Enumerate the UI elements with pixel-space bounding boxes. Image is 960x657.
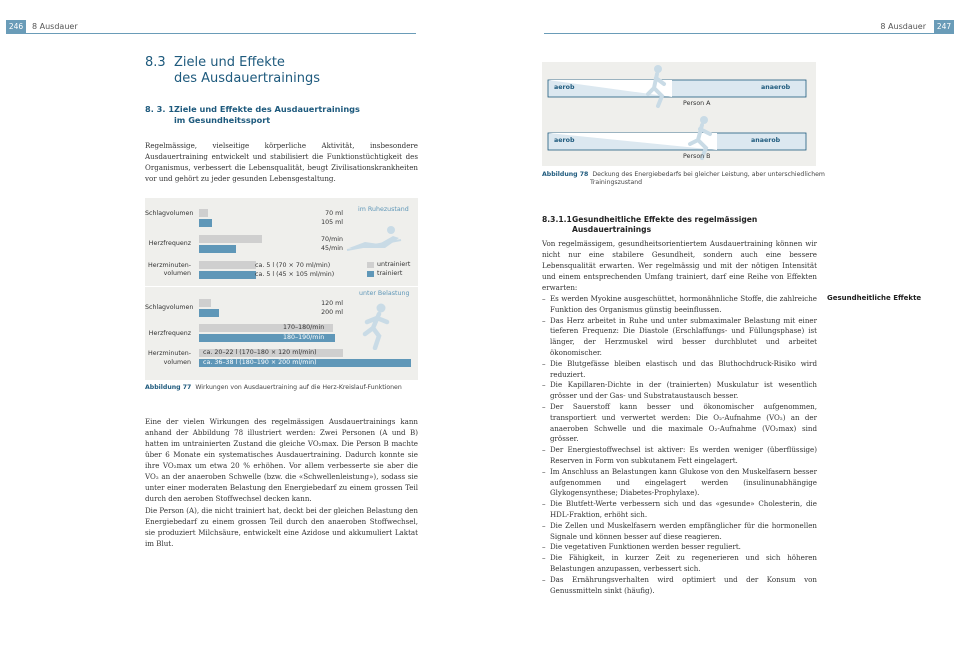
figure-78-caption: Abbildung 78 Deckung des Energiebedarfs bei gleicher Leistung, aber unterschiedlichem Trainingszustand [542, 171, 825, 186]
figure-78 [542, 62, 816, 166]
row-label: Herzminuten- [148, 350, 191, 357]
list-item [542, 521, 817, 543]
list-dash: – [542, 574, 546, 584]
running-head-right: 8 Ausdauer [880, 22, 926, 31]
row-label: Herzfrequenz [148, 330, 191, 337]
bar-trained [199, 245, 236, 253]
list-item [542, 542, 817, 553]
bar-untrained [199, 209, 208, 217]
list-item [542, 575, 817, 597]
list-item-text: Der Energiestoffwechsel ist aktiver: Es werden weniger (überflüssige) Reserven in Form von subkutanem Fett eingelagert. [550, 445, 817, 465]
list-dash: – [542, 499, 546, 509]
value-trained: 200 ml [321, 309, 343, 316]
figure-77 [145, 198, 418, 380]
list-dash: – [542, 445, 546, 455]
header-rule-right [544, 33, 954, 34]
list-item-text: Die vegetativen Funktionen werden besser reguliert. [550, 542, 741, 552]
label-aerob: aerob [554, 84, 575, 91]
bar-untrained [199, 235, 262, 243]
list-item-text: Das Herz arbeitet in Ruhe und unter submaximaler Belastung mit einer tieferen Frequenz: Die Diastole (Erschlaffungs- und Füllungsphase) ist länger, der Herzmuskel wird besser durchblutet und arbeitet ökonomischer. [550, 315, 817, 357]
effects-list [542, 294, 817, 596]
value-untrained: 120 ml [321, 300, 343, 307]
label-anaerob: anaerob [761, 84, 791, 91]
list-dash: – [542, 294, 546, 303]
list-item [542, 445, 817, 467]
value-untrained: ca. 5 l (70 × 70 ml/min) [255, 262, 331, 269]
list-item-text: Es werden Myokine ausgeschüttet, hormonähnliche Stoffe, die zahlreiche Funktion des Organismus günstig beeinflussen. [550, 294, 817, 314]
list-item [542, 499, 817, 521]
subsubsection-heading: 8.3.1.1Gesundheitliche Effekte des regelmässigen Ausdauertrainings [542, 215, 758, 234]
list-dash: – [542, 542, 546, 552]
value-untrained: 70 ml [325, 210, 343, 217]
body-paragraph: Eine der vielen Wirkungen des regelmässigen Ausdauertrainings kann anhand der Abbildung 78 illustriert werden: Zwei Personen (A und B) hatten im untrainierten Zustand die gleiche VO₂max. Die Person B machte über 6 Monate ein systematisches Ausdauertraining. Dadurch konnte sie ihre VO₂max um etwa 20 % erhöhen. Vor allem verbesserte sie aber die VO₂ an der anaeroben Schwelle (bzw. die «Schwellenleistung»), sodass sie unter einer moderaten Belastung den Energiebedarf zu einem grossen Teil durch den aeroben Stoffwechsel decken kann. [145, 417, 418, 503]
list-dash: – [542, 358, 546, 368]
value-trained: ca. 5 l (45 × 105 ml/min) [255, 271, 335, 278]
page-number-right: 247 [934, 20, 954, 33]
list-item-text: Die Kapillaren-Dichte in der (trainierten) Muskulatur ist wesentlich grösser und der Gas- und Substrataustausch besser. [550, 380, 817, 401]
legend-untrained: untrainiert [377, 261, 411, 268]
list-item-text: Das Ernährungsverhalten wird optimiert und der Konsum von Genussmitteln sinkt (häufig). [550, 574, 817, 595]
label-person-a: Person A [683, 100, 711, 107]
value-untrained: ca. 20–22 l (170–180 × 120 ml/min) [203, 349, 317, 356]
list-dash: – [542, 401, 546, 411]
section-heading: 8.3 Ziele und Effekte des Ausdauertrainings [145, 55, 320, 86]
value-untrained: 170–180/min [283, 324, 325, 331]
list-item-text: Die Blutfett-Werte verbessern sich und das «gesunde» Cholesterin, die HDL-Fraktion, erhöht sich. [550, 499, 817, 519]
list-dash: – [542, 520, 546, 530]
list-item [542, 553, 817, 575]
list-item [542, 294, 817, 316]
list-item-text: Die Fähigkeit, in kurzer Zeit zu regenerieren und sich höheren Belastungen anzupassen, verbessert sich. [550, 553, 817, 573]
value-trained: 180–190/min [283, 334, 325, 341]
load-title: unter Belastung [359, 290, 410, 297]
list-dash: – [542, 315, 546, 325]
margin-note: Gesundheitliche Effekte [827, 294, 922, 302]
body-paragraph: Die Person (A), die nicht trainiert hat, deckt bei der gleichen Belastung den Energiebedarf zu einem grossen Teil durch den anaeroben Stoffwechsel, sie produziert Milchsäure, entwickelt eine Azidose und akkumuliert Laktat im Blut. [145, 506, 418, 548]
label-aerob: aerob [554, 137, 575, 144]
legend-swatch-trained [367, 271, 374, 277]
row-label: Herzminuten- [148, 262, 191, 269]
right-page [480, 0, 960, 657]
bar-untrained [199, 261, 256, 269]
legend-swatch-untrained [367, 262, 374, 268]
value-untrained: 70/min [320, 236, 343, 243]
list-item-text: Die Zellen und Muskelfasern werden empfänglicher für die hormonellen Signale und können besser auf diese reagieren. [550, 520, 817, 541]
bar-trained [199, 309, 219, 317]
value-trained: 45/min [320, 245, 343, 252]
divider [145, 286, 418, 287]
legend-trained: trainiert [377, 270, 403, 277]
running-header-left [0, 20, 480, 33]
value-trained: ca. 36–38 l (180–190 × 200 ml/min) [203, 359, 317, 366]
row-label: Herzfrequenz [148, 240, 191, 247]
resting-person-icon [345, 218, 403, 254]
bar-untrained [199, 299, 211, 307]
list-item [542, 359, 817, 381]
row-label: volumen [163, 359, 191, 366]
bar-trained [199, 271, 256, 279]
figure-77-caption: Abbildung 77 Wirkungen von Ausdauertraining auf die Herz-Kreislauf-Funktionen [145, 384, 402, 391]
value-trained: 105 ml [321, 219, 343, 226]
row-label: Schlagvolumen [145, 304, 194, 311]
rest-title: im Ruhezustand [358, 206, 409, 213]
list-dash: – [542, 380, 546, 390]
label-anaerob: anaerob [751, 137, 781, 144]
intro-paragraph: Regelmässige, vielseitige körperliche Aktivität, insbesondere Ausdauertraining entwickelt und stabilisiert die Funktionstüchtigkeit des Organismus, verbessert die Lebensqualität, beugt Zivilisationskrankheiten vor und gehört zu jeder gesunden Lebensgestaltung. [145, 141, 418, 183]
list-dash: – [542, 553, 546, 563]
running-person-icon [357, 302, 397, 350]
list-item [542, 467, 817, 499]
list-item [542, 380, 817, 402]
list-item-text: Die Blutgefässe bleiben elastisch und das Bluthochdruck-Risiko wird reduziert. [550, 358, 817, 379]
subsection-heading: 8. 3. 1Ziele und Effekte des Ausdauertrainings im Gesundheitssport [145, 104, 360, 125]
page-number-left: 246 [6, 20, 26, 33]
list-item [542, 402, 817, 445]
label-person-b: Person B [683, 153, 711, 160]
row-label: Schlagvolumen [145, 210, 194, 217]
row-label: volumen [163, 270, 191, 277]
list-item-text: Der Sauerstoff kann besser und ökonomischer aufgenommen, transportiert und verwertet werden: Die O₂-Aufnahme (VO₂) an der anaeroben Schwelle und die maximale O₂-Aufnahme (VO₂max) sind grösser. [550, 401, 817, 444]
header-rule-left [6, 33, 416, 34]
list-item-text: Im Anschluss an Belastungen kann Glukose von den Muskelfasern besser aufgenommen und eingelagert werden (insulinunabhängige Glykogensynthese; Diabetes-Prophylaxe). [550, 466, 817, 498]
intro-paragraph: Von regelmässigem, gesundheitsorientiertem Ausdauertraining können wir nicht nur eine stabilere Gesundheit, sondern auch eine bessere Lebensqualität erwarten. Wer regelmässig und mit der nötigen Intensität und einem entsprechenden Umfang trainiert, darf eine Reihe von Effekten erwarten: [542, 239, 817, 292]
list-dash: – [542, 466, 546, 476]
list-item [542, 316, 817, 359]
running-header-right [480, 20, 960, 33]
bar-trained [199, 219, 212, 227]
energy-coverage-diagram [542, 62, 816, 166]
running-head-left: 8 Ausdauer [32, 22, 78, 31]
